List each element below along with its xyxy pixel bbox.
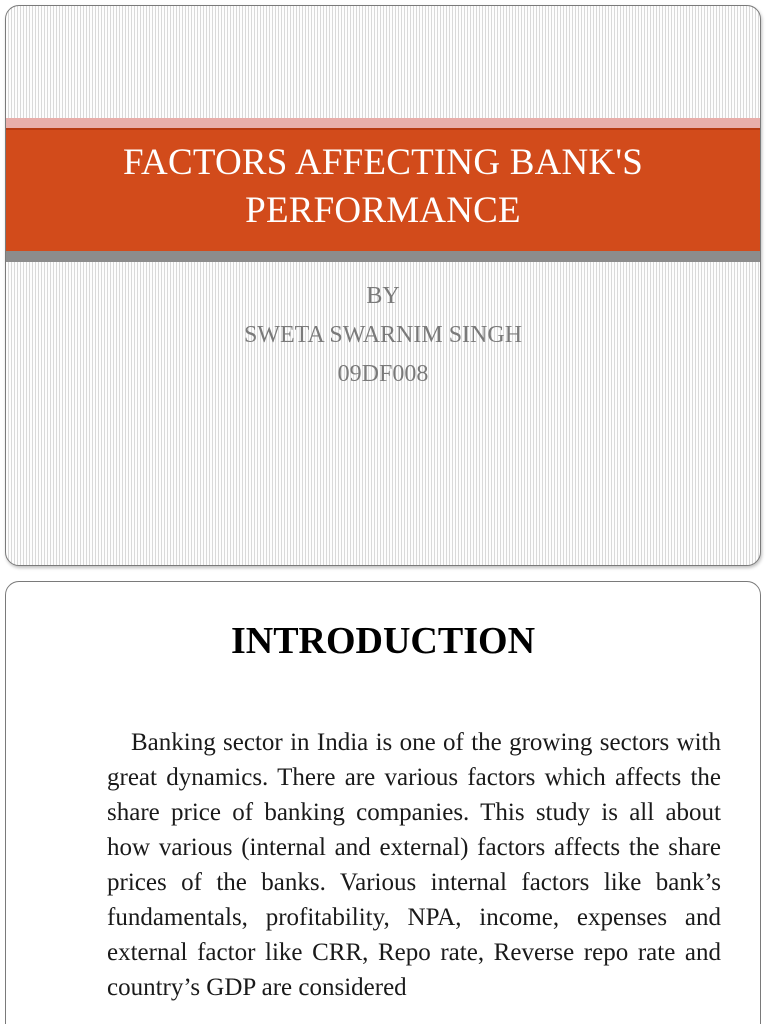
body-paragraph-container (107, 725, 721, 1005)
accent-stripe-pink (6, 118, 760, 128)
slide-title-line-2: PERFORMANCE (245, 190, 521, 231)
slide-subtitle (6, 277, 760, 394)
accent-stripe-gray (6, 251, 760, 262)
author-name: SWETA SWARNIM SINGH (243, 322, 523, 348)
roll-number: 09DF008 (337, 361, 429, 387)
title-slide (5, 5, 761, 566)
slide-title (6, 139, 760, 235)
slide-heading: INTRODUCTION (230, 620, 536, 662)
slide-title-line-1: FACTORS AFFECTING BANK'S (123, 142, 643, 183)
introduction-slide (5, 581, 761, 1024)
by-label: BY (366, 283, 400, 309)
body-paragraph: Banking sector in India is one of the growing sectors with great dynamics. There are various factors which affects the share price of banking companies. This study is all about how various (internal and external) factors affects the share prices of the banks. Various internal factors like bank’s fundamentals, profitability, NPA, income, expenses and external factor like CRR, Repo rate, Reverse repo rate and country’s GDP are considered (107, 729, 721, 1001)
